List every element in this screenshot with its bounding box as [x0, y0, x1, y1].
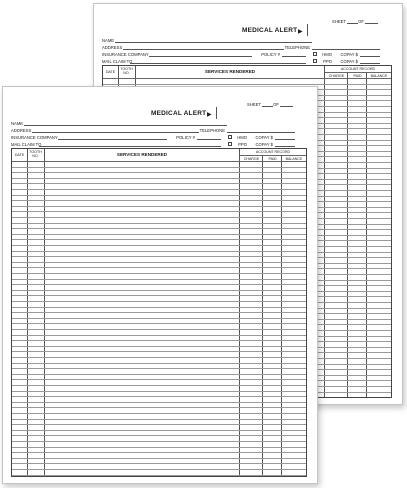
policy-field[interactable]	[197, 139, 221, 140]
table-row[interactable]	[12, 435, 306, 436]
mail-claim-label: MAIL CLAIM TO	[102, 59, 133, 64]
telephone-label: TELEPHONE	[199, 128, 225, 133]
table-row[interactable]	[12, 178, 306, 179]
table-row[interactable]	[12, 413, 306, 414]
table-row[interactable]	[12, 441, 306, 442]
table-row[interactable]	[12, 206, 306, 207]
ppo-copay-label: COPAY $	[340, 59, 358, 64]
table-row[interactable]	[12, 262, 306, 263]
telephone-label: TELEPHONE	[284, 45, 310, 50]
table-row[interactable]	[12, 234, 306, 235]
ppo-copay-label: COPAY $	[255, 142, 273, 147]
address-field[interactable]	[123, 49, 284, 50]
title-arrow-icon: ▶	[207, 112, 212, 118]
address-label: ADDRESS	[102, 45, 123, 50]
balance-header: BALANCE	[370, 73, 388, 78]
name-label: NAME	[11, 121, 24, 126]
insurance-company-label: INSURANCE COMPANY	[11, 135, 58, 140]
address-field[interactable]	[32, 132, 199, 133]
balance-header: BALANCE	[285, 156, 303, 161]
ppo-copay-field[interactable]	[275, 146, 295, 147]
table-row[interactable]	[12, 379, 306, 380]
mail-claim-field[interactable]	[130, 63, 306, 64]
insurance-company-label: INSURANCE COMPANY	[102, 52, 149, 57]
table-row[interactable]	[12, 452, 306, 453]
table-row[interactable]	[12, 284, 306, 285]
table-row[interactable]	[12, 351, 306, 352]
table-row[interactable]	[12, 183, 306, 184]
table-row[interactable]	[12, 312, 306, 313]
telephone-field[interactable]	[312, 49, 380, 50]
table-row[interactable]	[12, 363, 306, 364]
table-row[interactable]	[12, 391, 306, 392]
sheet-total-line	[365, 23, 378, 24]
table-row[interactable]	[103, 84, 391, 85]
title-arrow-icon: ▶	[298, 29, 303, 35]
table-row[interactable]	[12, 211, 306, 212]
table-row[interactable]	[12, 419, 306, 420]
table-row[interactable]	[12, 318, 306, 319]
table-row[interactable]	[12, 239, 306, 240]
table-row[interactable]	[12, 323, 306, 324]
table-row[interactable]	[12, 256, 306, 257]
hmo-copay-label: COPAY $	[255, 135, 273, 140]
table-row[interactable]	[12, 273, 306, 274]
table-row[interactable]	[12, 223, 306, 224]
account-record-header: ACCOUNT RECORD	[340, 67, 376, 71]
hmo-copay-label: COPAY $	[340, 52, 358, 57]
table-row[interactable]	[12, 458, 306, 459]
mail-claim-field[interactable]	[39, 146, 221, 147]
hmo-checkbox[interactable]	[228, 135, 232, 139]
date-header: DATE	[14, 153, 25, 157]
sheet-total-line	[280, 106, 293, 107]
ppo-label: PPO	[238, 142, 247, 147]
policy-label: POLICY #	[261, 52, 280, 57]
sheet-number-line	[347, 23, 358, 24]
table-row[interactable]	[12, 200, 306, 201]
sheet-label: SHEET	[247, 102, 261, 107]
ppo-copay-field[interactable]	[360, 63, 380, 64]
services-rendered-header: SERVICES RENDERED	[116, 152, 168, 157]
name-field[interactable]	[115, 42, 312, 43]
table-row[interactable]	[12, 335, 306, 336]
table-row[interactable]	[12, 346, 306, 347]
table-row[interactable]	[12, 340, 306, 341]
table-row[interactable]	[12, 424, 306, 425]
table-row[interactable]	[12, 279, 306, 280]
table-row[interactable]	[12, 267, 306, 268]
form-title: MEDICAL ALERT	[242, 27, 298, 34]
of-label: OF	[273, 102, 279, 107]
table-row[interactable]	[12, 407, 306, 408]
ledger-rows	[12, 161, 306, 476]
hmo-label: HMO	[237, 135, 247, 140]
of-label: OF	[358, 19, 364, 24]
sheet-label: SHEET	[332, 19, 346, 24]
table-row[interactable]	[12, 396, 306, 397]
table-row[interactable]	[12, 402, 306, 403]
table-row[interactable]	[12, 290, 306, 291]
hmo-copay-field[interactable]	[360, 56, 380, 57]
table-row[interactable]	[12, 251, 306, 252]
mail-claim-label: MAIL CLAIM TO	[11, 142, 42, 147]
table-row[interactable]	[12, 172, 306, 173]
table-row[interactable]	[12, 357, 306, 358]
table-row[interactable]	[12, 189, 306, 190]
tooth-header: TOOTH	[29, 150, 42, 154]
table-row[interactable]	[12, 217, 306, 218]
charge-header: CHARGE	[328, 73, 345, 78]
tooth-no-header: NO.	[123, 71, 130, 75]
table-row[interactable]	[12, 167, 306, 168]
table-row[interactable]	[12, 475, 306, 476]
ppo-label: PPO	[323, 59, 332, 64]
address-label: ADDRESS	[11, 128, 32, 133]
form-front-content	[3, 87, 317, 483]
ppo-checkbox[interactable]	[228, 142, 232, 146]
name-field[interactable]	[24, 125, 227, 126]
insurance-company-field[interactable]	[149, 56, 252, 57]
table-row[interactable]	[12, 307, 306, 308]
table-row[interactable]	[12, 368, 306, 369]
form-title: MEDICAL ALERT	[151, 110, 207, 117]
hmo-copay-field[interactable]	[275, 139, 295, 140]
form-sheet-front	[2, 86, 318, 484]
name-label: NAME	[102, 38, 115, 43]
table-row[interactable]	[12, 463, 306, 464]
services-rendered-header: SERVICES RENDERED	[204, 69, 256, 74]
date-header: DATE	[105, 70, 116, 74]
table-row[interactable]	[12, 228, 306, 229]
policy-field[interactable]	[282, 56, 306, 57]
table-row[interactable]	[12, 245, 306, 246]
table-row[interactable]	[12, 385, 306, 386]
paid-header: PAID	[353, 73, 362, 78]
insurance-company-field[interactable]	[58, 139, 167, 140]
table-row[interactable]	[12, 295, 306, 296]
table-row[interactable]	[12, 329, 306, 330]
charge-header: CHARGE	[243, 156, 260, 161]
tooth-no-header: NO.	[32, 154, 39, 158]
table-row[interactable]	[12, 195, 306, 196]
services-table	[11, 148, 307, 477]
tooth-header: TOOTH	[120, 67, 133, 71]
table-row[interactable]	[12, 374, 306, 375]
hmo-label: HMO	[322, 52, 332, 57]
title-bracket	[307, 24, 308, 36]
table-row[interactable]	[12, 301, 306, 302]
telephone-field[interactable]	[227, 132, 295, 133]
table-row[interactable]	[12, 430, 306, 431]
sheet-number-line	[262, 106, 273, 107]
title-bracket	[216, 107, 217, 119]
policy-label: POLICY #	[176, 135, 195, 140]
table-row[interactable]	[12, 447, 306, 448]
account-record-header: ACCOUNT RECORD	[255, 150, 291, 154]
ppo-checkbox[interactable]	[313, 59, 317, 63]
hmo-checkbox[interactable]	[313, 52, 317, 56]
table-row[interactable]	[12, 469, 306, 470]
paid-header: PAID	[268, 156, 277, 161]
